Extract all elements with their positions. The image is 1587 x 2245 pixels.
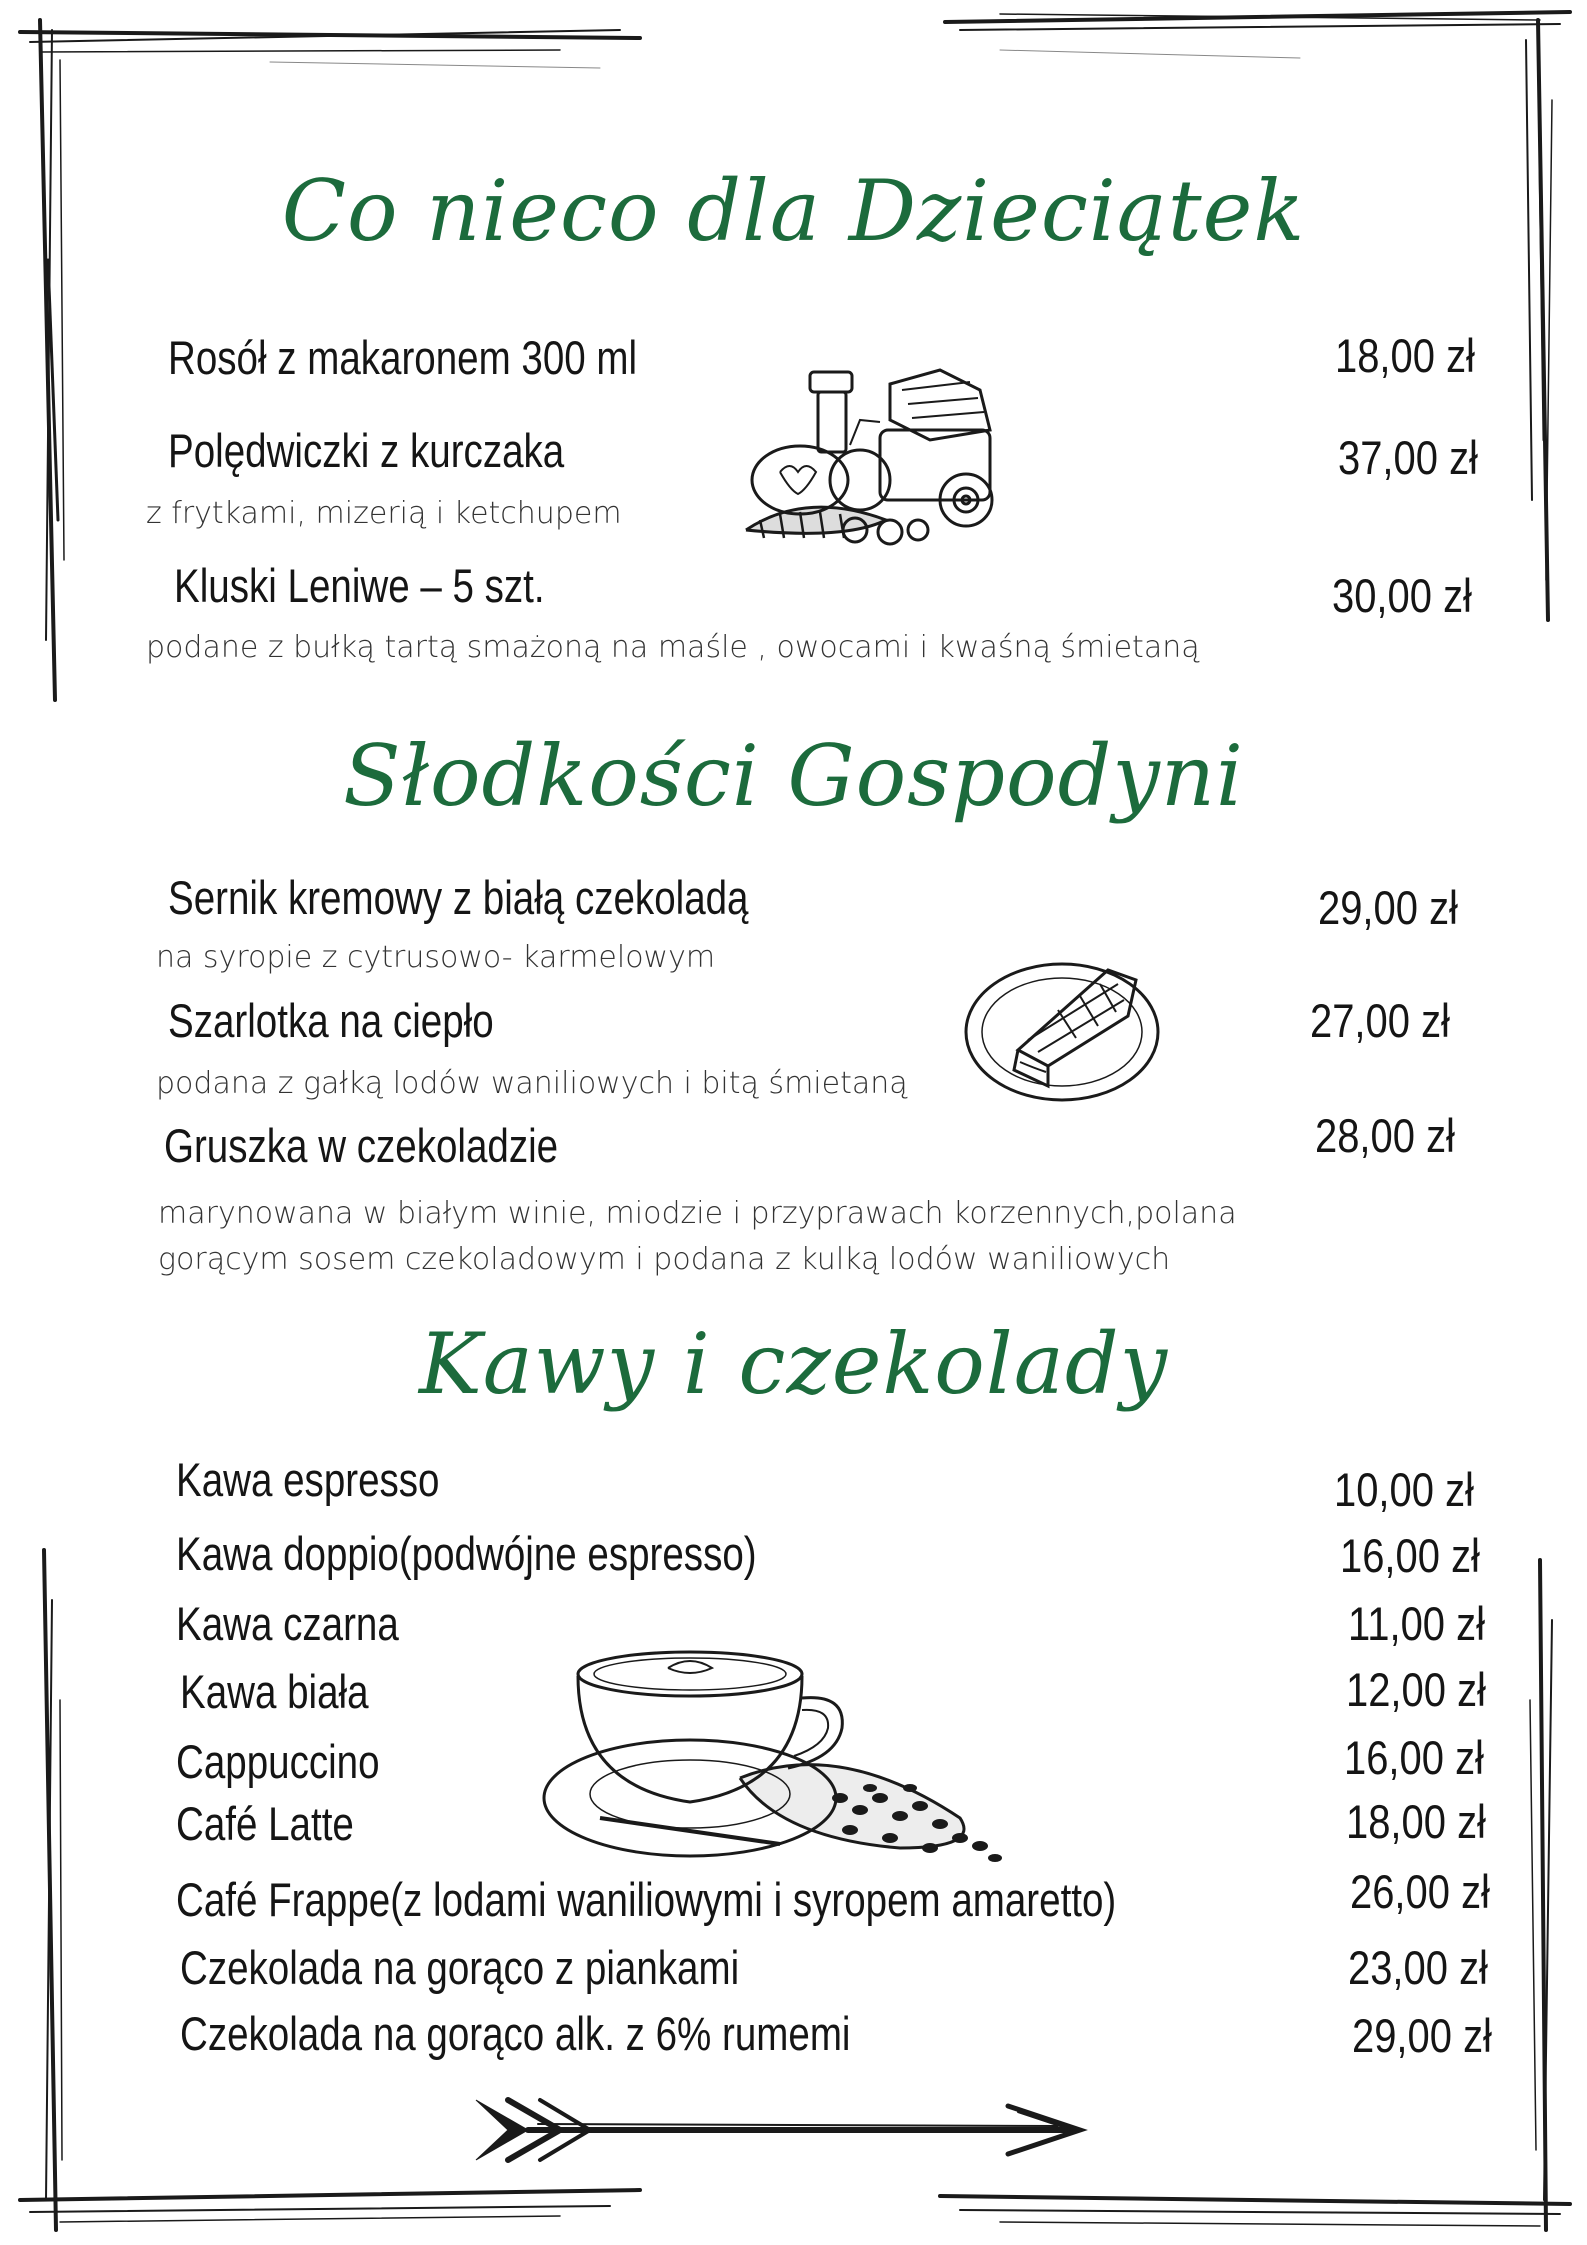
menu-item-price: 18,00 zł (1335, 329, 1475, 382)
menu-item-name: Kawa biała (180, 1665, 369, 1718)
menu-item-name: Sernik kremowy z białą czekoladą (168, 871, 749, 924)
menu-item-name: Kawa czarna (176, 1597, 399, 1650)
menu-item-name: Gruszka w czekoladzie (164, 1119, 559, 1172)
menu-item-name: Kawa doppio(podwójne espresso) (176, 1527, 757, 1580)
menu-item-price: 28,00 zł (1315, 1109, 1455, 1162)
menu-item-price: 37,00 zł (1338, 431, 1478, 484)
menu-item-price: 12,00 zł (1346, 1663, 1486, 1716)
menu-item-name: Rosół z makaronem 300 ml (168, 331, 638, 384)
menu-item-price: 18,00 zł (1346, 1795, 1486, 1848)
section-title-kids: Co nieco dla Dzieciątek (281, 162, 1306, 260)
menu-item-name: Café Latte (176, 1797, 354, 1850)
menu-item-description: podane z bułką tartą smażoną na maśle , owocami i kwaśną śmietaną (146, 630, 1200, 665)
coffee-cup-illustration (540, 1648, 1010, 1868)
menu-item-price: 10,00 zł (1334, 1463, 1474, 1516)
menu-item-name: Czekolada na gorąco z piankami (180, 1941, 740, 1994)
menu-item-price: 27,00 zł (1310, 994, 1450, 1047)
menu-item-name: Kluski Leniwe – 5 szt. (174, 559, 545, 612)
menu-item-price: 16,00 zł (1344, 1731, 1484, 1784)
section-title-sweets: Słodkości Gospodyni (343, 727, 1244, 825)
menu-item-name: Polędwiczki z kurczaka (168, 424, 565, 477)
toy-train-illustration (740, 360, 1030, 560)
menu-item-description: marynowana w białym winie, miodzie i przyprawach korzennych,polana (158, 1196, 1237, 1231)
menu-item-name: Szarlotka na ciepło (168, 994, 494, 1047)
section-title-coffee: Kawy i czekolady (418, 1315, 1169, 1413)
menu-item-price: 29,00 zł (1352, 2009, 1492, 2062)
menu-item-description: gorącym sosem czekoladowym i podana z kulką lodów waniliowych (158, 1242, 1171, 1277)
menu-item-price: 16,00 zł (1340, 1529, 1480, 1582)
pie-slice-illustration (958, 940, 1168, 1110)
menu-item-description: podana z gałką lodów waniliowych i bitą śmietaną (156, 1066, 908, 1101)
menu-item-name: Cappuccino (176, 1735, 380, 1788)
menu-item-price: 26,00 zł (1350, 1865, 1490, 1918)
menu-item-price: 11,00 zł (1348, 1597, 1485, 1650)
menu-item-name: Kawa espresso (176, 1453, 440, 1506)
menu-item-price: 30,00 zł (1332, 569, 1472, 622)
arrow-illustration (468, 2086, 1098, 2166)
menu-item-price: 29,00 zł (1318, 881, 1458, 934)
menu-item-name: Czekolada na gorąco alk. z 6% rumemi (180, 2007, 851, 2060)
menu-item-description: z frytkami, mizerią i ketchupem (146, 496, 622, 531)
menu-item-description: na syropie z cytrusowo- karmelowym (156, 940, 716, 975)
menu-item-name: Café Frappe(z lodami waniliowymi i syropem amaretto) (176, 1873, 1117, 1926)
menu-item-price: 23,00 zł (1348, 1941, 1488, 1994)
